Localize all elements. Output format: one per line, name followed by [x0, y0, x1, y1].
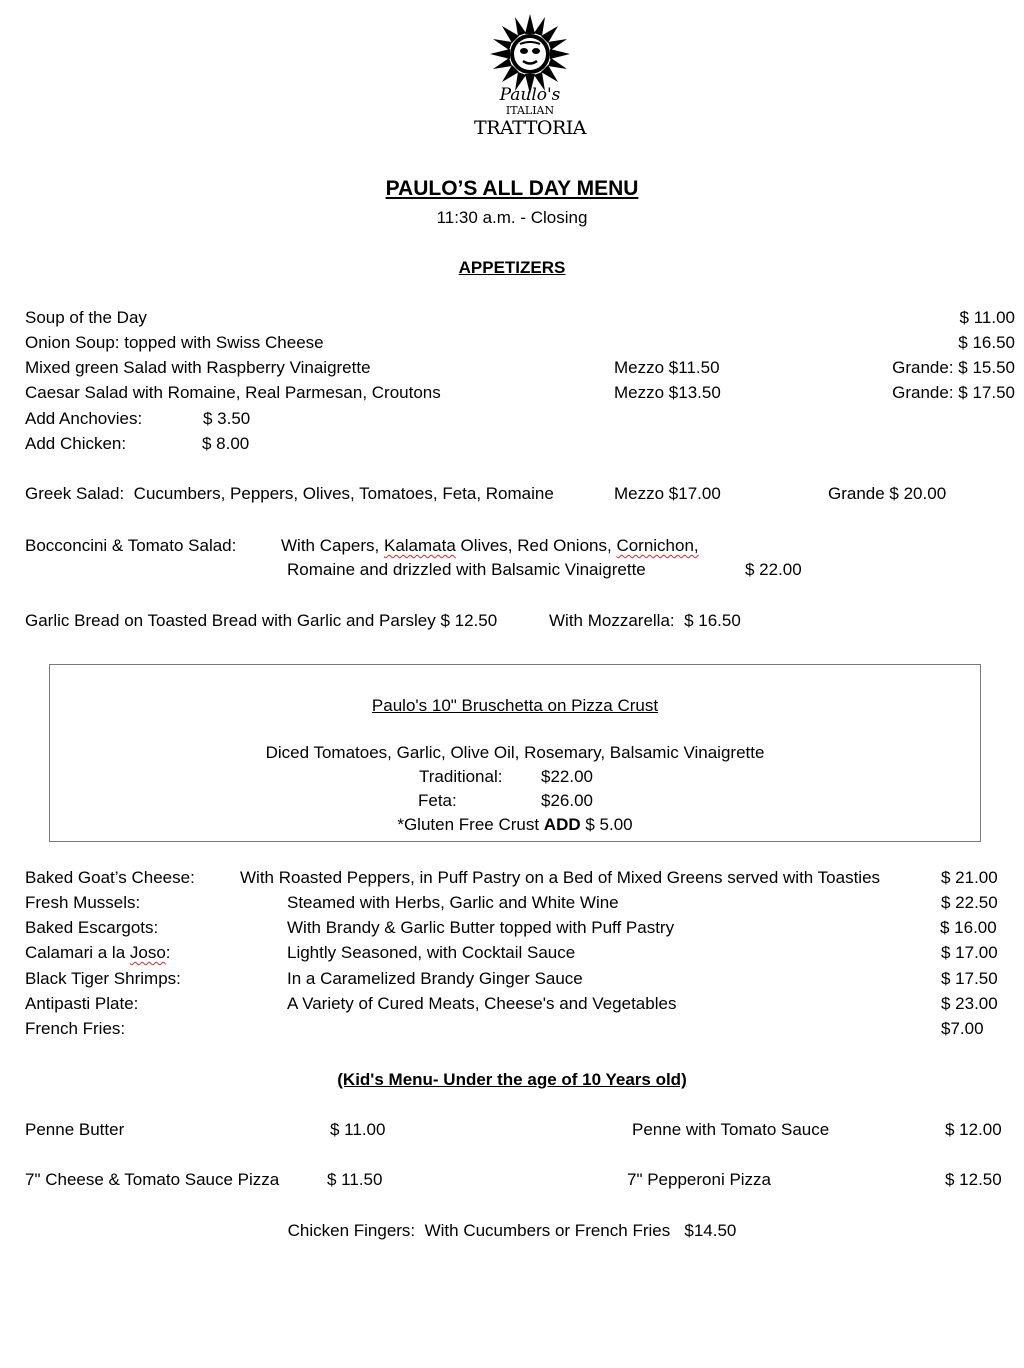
menu-item-description: Romaine and drizzled with Balsamic Vinaigrette: [287, 560, 646, 579]
logo-italian-text: ITALIAN: [505, 104, 555, 117]
add-on-label: Add Anchovies:: [25, 409, 143, 428]
item-name-text: Calamari a la: [25, 943, 130, 962]
bruschetta-description: Diced Tomatoes, Garlic, Olive Oil, Rosemary, Balsamic Vinaigrette: [265, 743, 765, 762]
menu-item-name: Caesar Salad with Romaine, Real Parmesan, Croutons: [25, 383, 441, 402]
page-title: PAULO’S ALL DAY MENU: [385, 177, 639, 200]
menu-item-price: $ 23.00: [941, 994, 998, 1013]
bruschetta-option-label: Traditional:: [419, 767, 503, 786]
description-text: With Capers,: [281, 536, 384, 555]
logo-script-text: Paulo's: [499, 85, 561, 105]
bruschetta-title: Paulo's 10" Bruschetta on Pizza Crust: [371, 696, 659, 715]
spellcheck-word: Cornichon,: [616, 536, 699, 555]
menu-item-name: Greek Salad: Cucumbers, Peppers, Olives, Tomatoes, Feta, Romaine: [25, 484, 554, 503]
menu-item-description: In a Caramelized Brandy Ginger Sauce: [287, 969, 583, 988]
logo-trattoria-text: TRATTORIA: [474, 117, 586, 139]
spellcheck-word: Joso: [129, 943, 166, 962]
menu-item-price: $ 21.00: [941, 868, 998, 887]
menu-item-name: Bocconcini & Tomato Salad:: [25, 536, 237, 555]
menu-item-price: $7.00: [941, 1019, 984, 1038]
menu-item-mezzo-price: Mezzo $17.00: [614, 484, 721, 503]
menu-item-name: Baked Goat’s Cheese:: [25, 868, 195, 887]
menu-item-price: $ 22.50: [941, 893, 998, 912]
menu-item-name: Fresh Mussels:: [25, 893, 141, 912]
service-hours: 11:30 a.m. - Closing: [436, 208, 588, 227]
menu-item-description: [281, 535, 699, 557]
note-text: *Gluten Free Crust: [397, 815, 544, 834]
menu-item-name: Antipasti Plate:: [25, 994, 139, 1013]
kids-chicken-fingers: Chicken Fingers: With Cucumbers or French Fries $14.50: [287, 1221, 737, 1240]
kids-item-name: Penne Butter: [25, 1120, 125, 1139]
gluten-free-note: [49, 814, 981, 836]
menu-item-description: With Brandy & Garlic Butter topped with Puff Pastry: [287, 918, 675, 937]
kids-item-name: 7" Pepperoni Pizza: [627, 1170, 772, 1189]
menu-item-description: With Roasted Peppers, in Puff Pastry on a Bed of Mixed Greens served with Toasties: [240, 868, 881, 887]
kids-item-price: $ 12.50: [945, 1170, 1002, 1189]
menu-item-name: Baked Escargots:: [25, 918, 159, 937]
menu-item-name: [25, 942, 171, 964]
menu-item-price: $ 17.00: [941, 943, 998, 962]
bruschetta-option-price: $22.00: [541, 767, 593, 786]
menu-item-name: Soup of the Day: [25, 308, 147, 327]
description-text: Olives, Red Onions,: [455, 536, 617, 555]
menu-item-grande-price: Grande: $ 15.50: [892, 358, 1015, 377]
add-on-label: Add Chicken:: [25, 434, 127, 453]
add-on-price: $ 3.50: [203, 409, 251, 428]
menu-item-name: Mixed green Salad with Raspberry Vinaigrette: [25, 358, 371, 377]
menu-item-grande-price: Grande $ 20.00: [828, 484, 947, 503]
menu-item-price: $ 16.00: [940, 918, 997, 937]
menu-item-name: Onion Soup: topped with Swiss Cheese: [25, 333, 324, 352]
appetizers-heading: APPETIZERS: [458, 258, 566, 277]
kids-item-name: Penne with Tomato Sauce: [632, 1120, 830, 1139]
menu-item-price: $ 22.00: [745, 560, 802, 579]
note-emphasis: ADD: [543, 815, 581, 834]
restaurant-logo: [470, 8, 590, 142]
kids-item-price: $ 12.00: [945, 1120, 1002, 1139]
item-name-text: :: [165, 943, 171, 962]
menu-item-name: Black Tiger Shrimps:: [25, 969, 181, 988]
kids-menu-heading: (Kid's Menu- Under the age of 10 Years old): [337, 1070, 687, 1089]
menu-item-name: French Fries:: [25, 1019, 126, 1038]
menu-item-mezzo-price: Mezzo $13.50: [614, 383, 721, 402]
menu-item-price: $ 16.50: [958, 333, 1015, 352]
menu-item-grande-price: Grande: $ 17.50: [892, 383, 1015, 402]
menu-item-description: A Variety of Cured Meats, Cheese's and Vegetables: [287, 994, 677, 1013]
kids-item-name: 7" Cheese & Tomato Sauce Pizza: [25, 1170, 280, 1189]
menu-item-description: Lightly Seasoned, with Cocktail Sauce: [287, 943, 576, 962]
menu-item-name: Garlic Bread on Toasted Bread with Garlic and Parsley $ 12.50: [25, 611, 498, 630]
menu-item-price: $ 17.50: [941, 969, 998, 988]
spellcheck-word: Kalamata: [383, 536, 456, 555]
menu-item-price: $ 11.00: [959, 308, 1015, 327]
menu-item-mezzo-price: Mezzo $11.50: [614, 358, 720, 377]
menu-item-description: Steamed with Herbs, Garlic and White Wine: [287, 893, 619, 912]
kids-item-price: $ 11.00: [330, 1120, 386, 1139]
add-on-price: $ 8.00: [202, 434, 250, 453]
note-text: $ 5.00: [580, 815, 633, 834]
kids-item-price: $ 11.50: [327, 1170, 383, 1189]
bruschetta-option-price: $26.00: [541, 791, 593, 810]
bruschetta-option-label: Feta:: [418, 791, 457, 810]
menu-item-option-price: With Mozzarella: $ 16.50: [549, 611, 741, 630]
